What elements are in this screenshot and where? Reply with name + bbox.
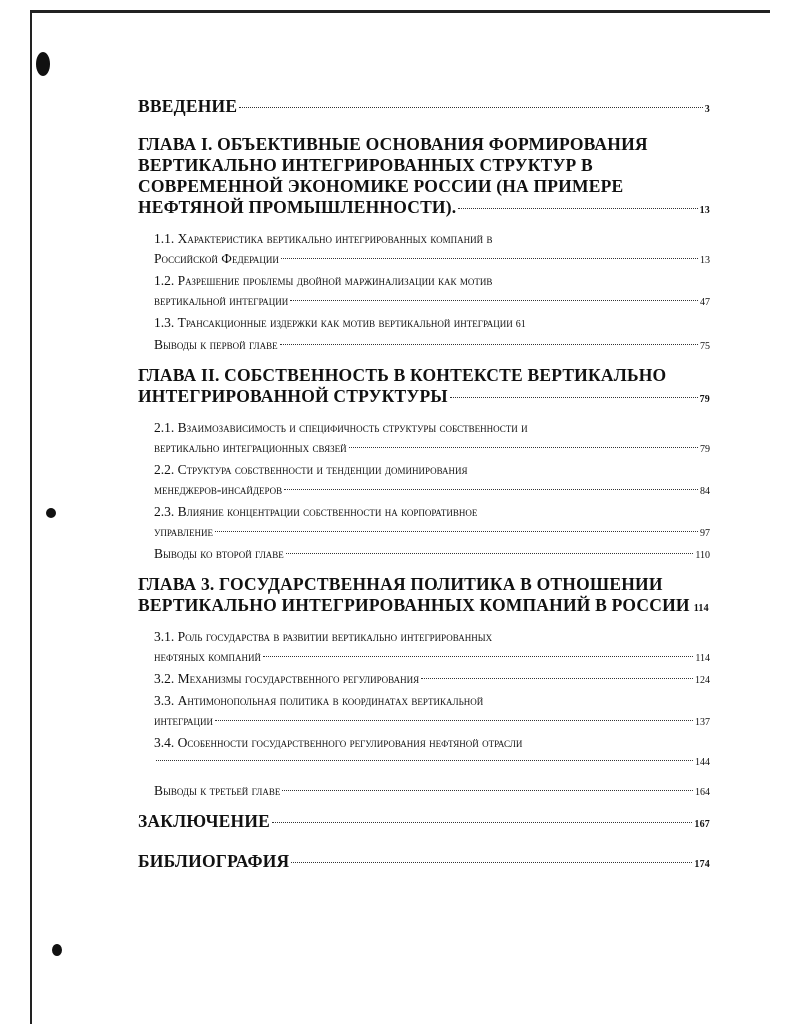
page-number: 61 <box>515 319 526 330</box>
toc-entry-section-1-3[interactable] <box>138 313 710 335</box>
page-number: 174 <box>694 859 710 870</box>
toc-entry-section-3-1[interactable] <box>138 627 710 669</box>
toc-entry-section-3-3[interactable] <box>138 691 710 733</box>
ink-blot <box>36 52 50 76</box>
toc-entry-section-2-1[interactable] <box>138 418 710 460</box>
entry-title: 1.3. Трансакционные издержки как мотив вертикальной интеграции <box>154 315 513 330</box>
entry-title: ИНТЕГРИРОВАННОЙ СТРУКТУРЫ <box>138 386 448 406</box>
page-number: 144 <box>695 757 710 768</box>
entry-title: управление <box>154 524 213 539</box>
page-number: 75 <box>700 341 710 352</box>
entry-title: Выводы ко второй главе <box>154 546 284 561</box>
ink-blot <box>52 944 62 956</box>
entry-title: Российской Федерации <box>154 251 279 266</box>
dot-leader <box>450 397 698 398</box>
page-number: 84 <box>700 486 710 497</box>
title-line: 2.2. Структура собственности и тенденции доминирования <box>154 462 468 477</box>
toc-entry-section-3-4[interactable] <box>138 733 710 773</box>
page-number: 79 <box>700 444 710 455</box>
entry-title: нефтяных компаний <box>154 649 262 664</box>
dot-leader <box>282 790 693 791</box>
page-number: 164 <box>695 787 710 798</box>
title-line: 2.3. Влияние концентрации собственности на корпоративное <box>154 504 478 519</box>
page-number: 79 <box>699 394 710 405</box>
toc-entry-section-3-2[interactable] <box>138 669 710 691</box>
title-line: ГЛАВА I. ОБЪЕКТИВНЫЕ ОСНОВАНИЯ ФОРМИРОВАНИЯ <box>138 134 648 154</box>
entry-title: 3.2. Механизмы государственного регулирования <box>154 671 420 686</box>
toc-entry-bibliography[interactable] <box>138 851 710 875</box>
page-number: 13 <box>700 255 710 266</box>
page-number: 110 <box>695 550 710 561</box>
entry-title: ВЕРТИКАЛЬНО ИНТЕГРИРОВАННЫХ КОМПАНИЙ В РОССИИ <box>138 595 690 615</box>
toc-entry-conclusions-ch2[interactable] <box>138 544 710 566</box>
page-number: 3 <box>704 104 710 115</box>
table-of-contents <box>138 96 710 875</box>
toc-entry-chapter-1[interactable] <box>138 134 710 221</box>
dot-leader <box>263 656 693 657</box>
title-line: 1.2. Разрешение проблемы двойной маржинализации как мотив <box>154 273 493 288</box>
dot-leader <box>284 489 698 490</box>
toc-entry-section-1-1[interactable] <box>138 229 710 271</box>
dot-leader <box>286 553 694 554</box>
entry-title: БИБЛИОГРАФИЯ <box>138 851 290 871</box>
toc-entry-chapter-2[interactable] <box>138 365 710 410</box>
page-number: 124 <box>695 675 710 686</box>
dot-leader <box>215 720 693 721</box>
dot-leader <box>290 300 698 301</box>
ink-blot <box>46 508 56 518</box>
title-line: ГЛАВА 3. ГОСУДАРСТВЕННАЯ ПОЛИТИКА В ОТНОШЕНИИ <box>138 574 663 594</box>
entry-title: вертикальной интеграции <box>154 293 289 308</box>
page-number: 114 <box>693 603 709 614</box>
title-line: 3.4. Особенности государственного регулирования нефтяной отрасли <box>154 735 523 750</box>
toc-entry-section-1-2[interactable] <box>138 271 710 313</box>
entry-title: НЕФТЯНОЙ ПРОМЫШЛЕННОСТИ). <box>138 197 457 217</box>
page-number: 13 <box>699 205 710 216</box>
entry-title: интеграции <box>154 713 214 728</box>
page-number: 97 <box>700 528 710 539</box>
entry-title: вертикально интеграционных связей <box>154 440 347 455</box>
dot-leader <box>280 344 698 345</box>
dot-leader <box>215 531 698 532</box>
dot-leader <box>272 822 692 823</box>
toc-entry-section-2-2[interactable] <box>138 460 710 502</box>
page-number: 114 <box>695 653 710 664</box>
page-number: 167 <box>694 819 710 830</box>
title-line: 3.3. Антимонопольная политика в координатах вертикальной <box>154 693 484 708</box>
page-number: 137 <box>695 717 710 728</box>
entry-title: Выводы к третьей главе <box>154 783 281 798</box>
scan-border-left <box>30 10 32 1024</box>
entry-title: Выводы к первой главе <box>154 337 278 352</box>
entry-title: ВВЕДЕНИЕ <box>138 96 238 116</box>
dot-leader <box>156 760 693 761</box>
toc-entry-chapter-3[interactable] <box>138 574 710 619</box>
toc-entry-conclusion[interactable] <box>138 811 710 835</box>
toc-entry-introduction[interactable] <box>138 96 710 120</box>
title-line: 2.1. Взаимозависимость и специфичность структуры собственности и <box>154 420 528 435</box>
toc-entry-conclusions-ch3[interactable] <box>138 781 710 803</box>
title-line: ВЕРТИКАЛЬНО ИНТЕГРИРОВАННЫХ СТРУКТУР В <box>138 155 593 175</box>
dot-leader <box>349 447 698 448</box>
dot-leader <box>291 862 692 863</box>
scan-border-top <box>30 10 770 13</box>
page-number: 47 <box>700 297 710 308</box>
entry-title: менеджеров-инсайдеров <box>154 482 283 497</box>
dot-leader <box>239 107 703 108</box>
toc-entry-section-2-3[interactable] <box>138 502 710 544</box>
title-line: 3.1. Роль государства в развитии вертикально интегрированных <box>154 629 493 644</box>
dot-leader <box>281 258 698 259</box>
dot-leader <box>421 678 693 679</box>
entry-title: ЗАКЛЮЧЕНИЕ <box>138 811 271 831</box>
toc-entry-conclusions-ch1[interactable] <box>138 335 710 357</box>
dot-leader <box>458 208 697 209</box>
title-line: 1.1. Характеристика вертикально интегрированных компаний в <box>154 231 493 246</box>
title-line: ГЛАВА II. СОБСТВЕННОСТЬ В КОНТЕКСТЕ ВЕРТИКАЛЬНО <box>138 365 667 385</box>
title-line: СОВРЕМЕННОЙ ЭКОНОМИКЕ РОССИИ (НА ПРИМЕРЕ <box>138 176 624 196</box>
